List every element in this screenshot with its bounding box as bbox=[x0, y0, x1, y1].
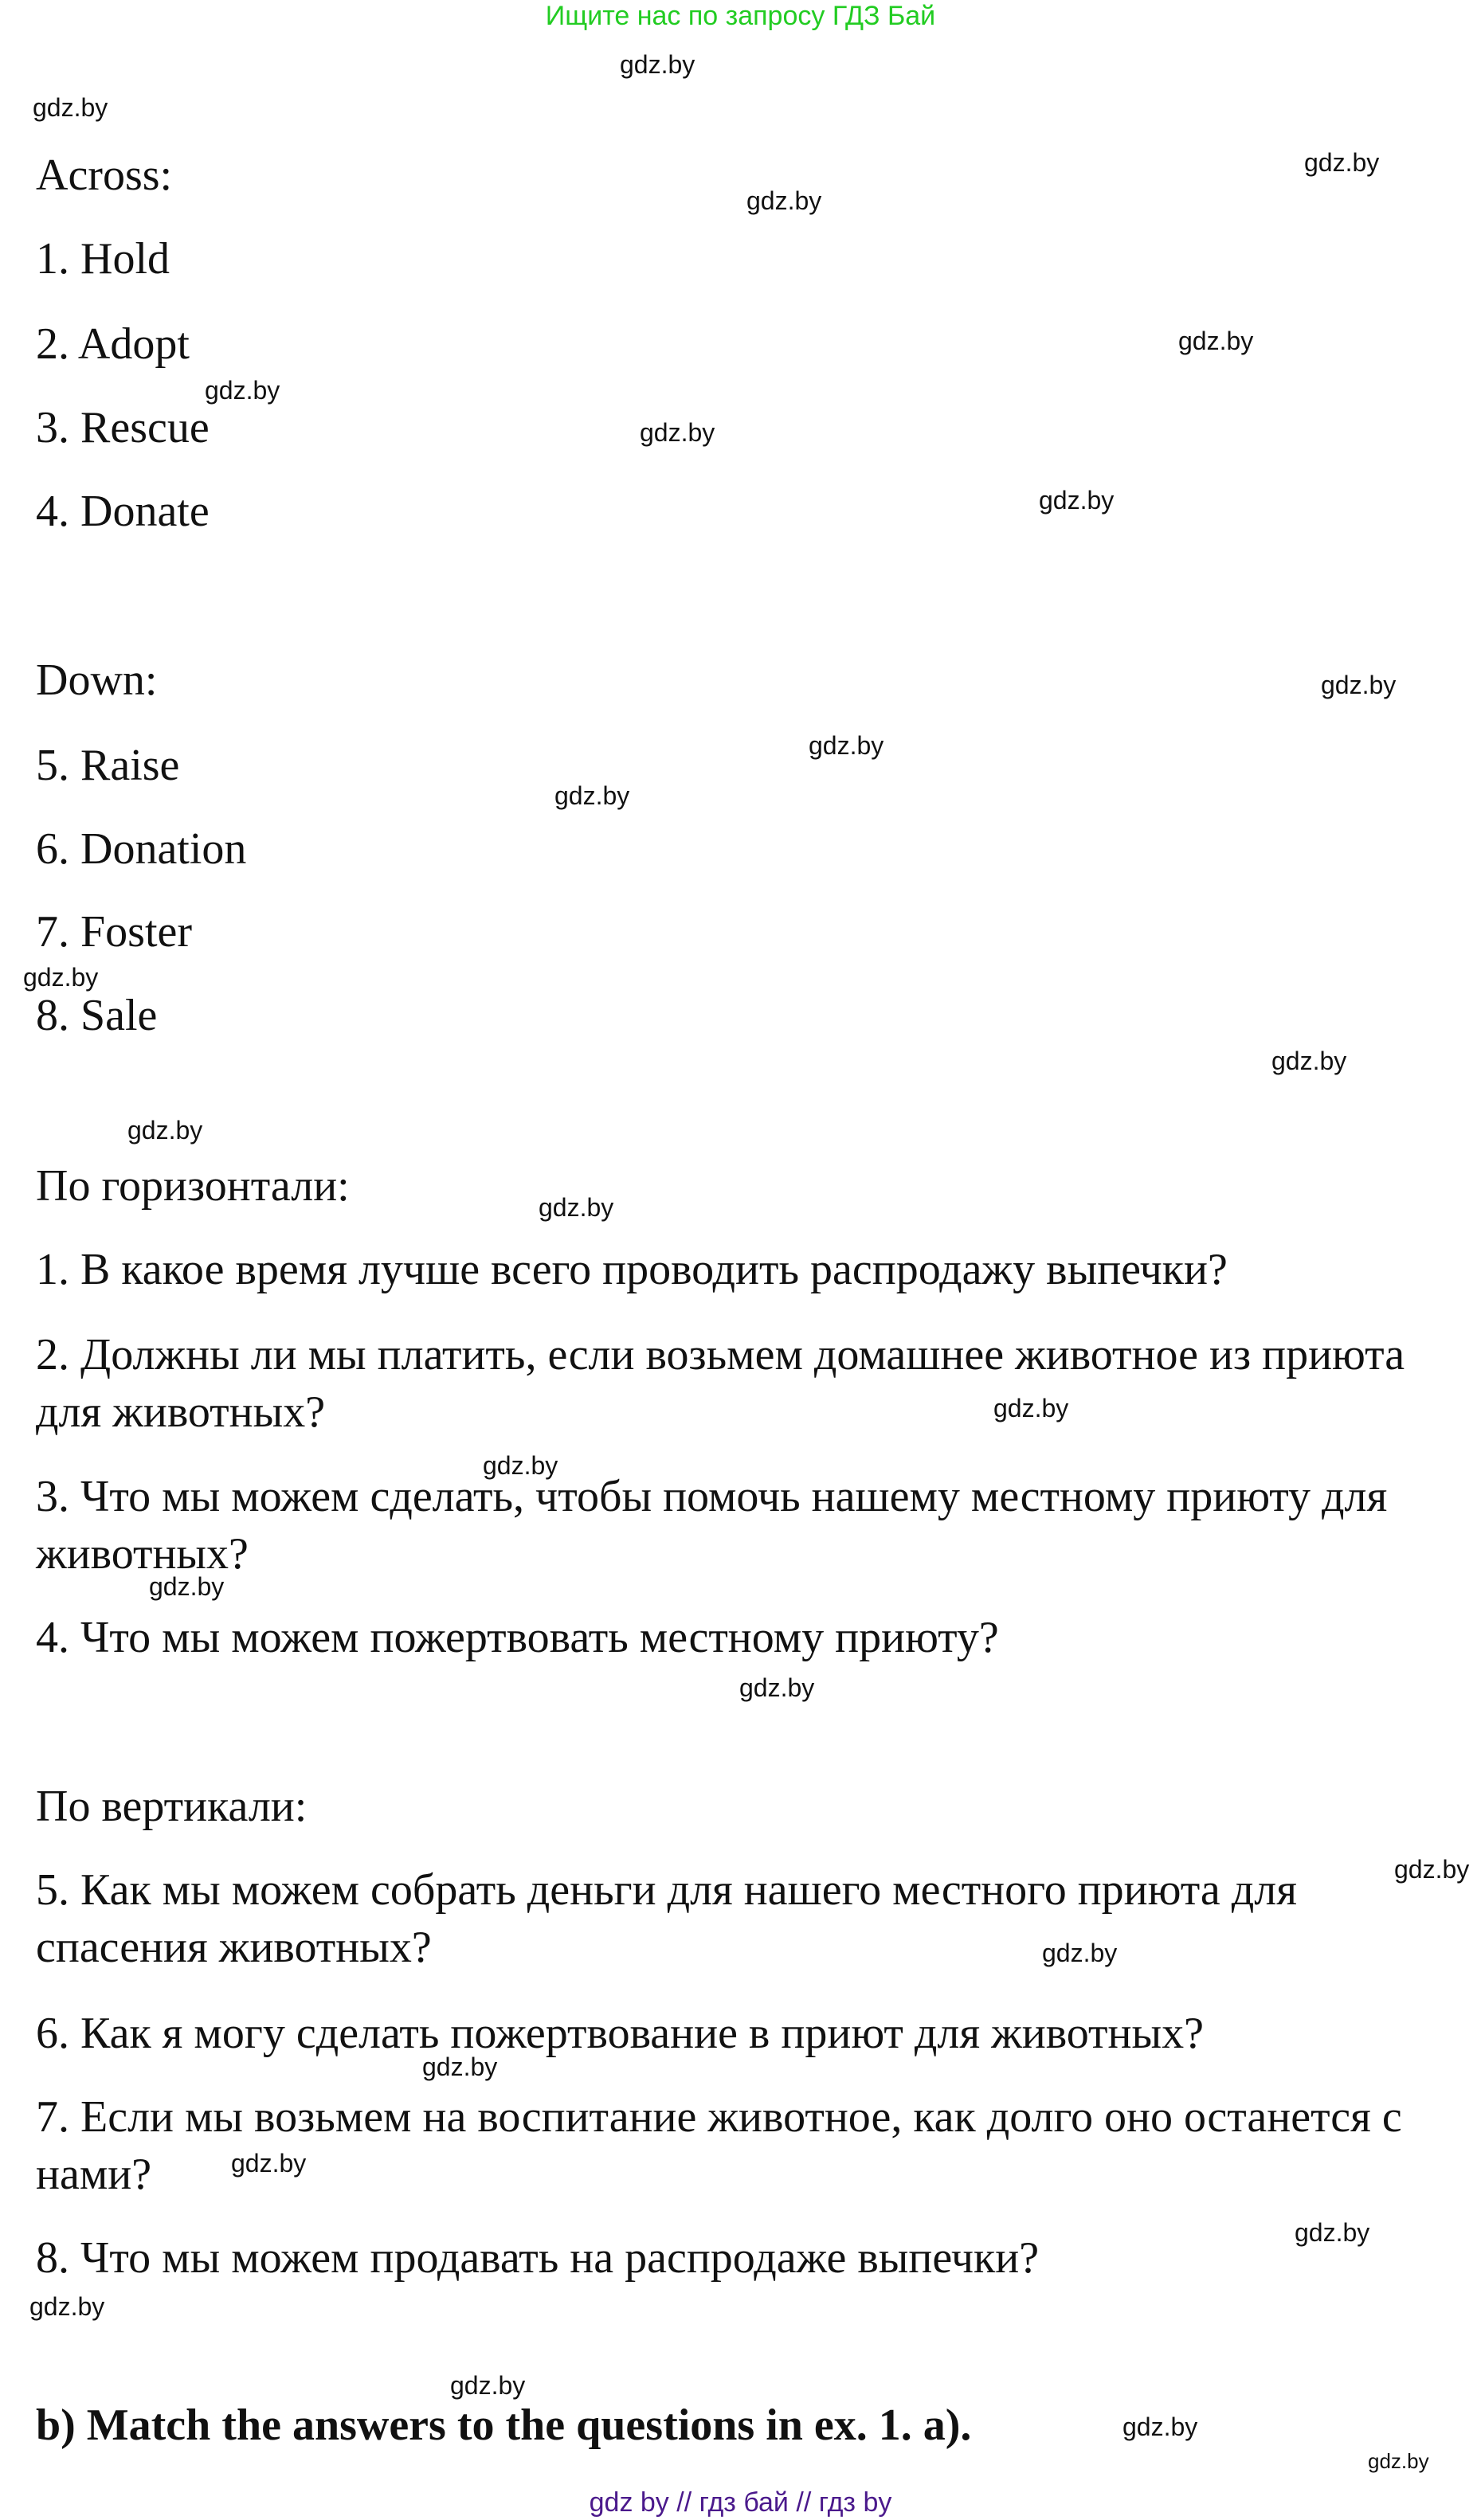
watermark: gdz.by bbox=[640, 418, 715, 447]
watermark: gdz.by bbox=[29, 2292, 105, 2321]
watermark: gdz.by bbox=[483, 1451, 558, 1480]
vertical-heading: По вертикали: bbox=[36, 1782, 308, 1831]
watermark: gdz.by bbox=[809, 731, 884, 760]
horizontal-question: 1. В какое время лучше всего проводить распродажу выпечки? bbox=[36, 1245, 1228, 1294]
down-item: 5. Raise bbox=[36, 741, 180, 790]
watermark: gdz.by bbox=[205, 376, 280, 405]
watermark: gdz.by bbox=[1295, 2218, 1370, 2247]
vertical-question: 7. Если мы возьмем на воспитание животное, как долго оно останется с нами? bbox=[36, 2092, 1402, 2199]
down-item: 8. Sale bbox=[36, 991, 158, 1040]
watermark: gdz.by bbox=[422, 2052, 498, 2081]
watermark: gdz.by bbox=[554, 781, 630, 810]
horizontal-question: 4. Что мы можем пожертвовать местному приюту? bbox=[36, 1613, 999, 1662]
watermark: gdz.by bbox=[1368, 2449, 1429, 2473]
footer-links[interactable]: gdz by // гдз бай // гдз by bbox=[589, 2487, 892, 2518]
horizontal-question: 2. Должны ли мы платить, если возьмем домашнее животное из приюта для животных? bbox=[36, 1330, 1405, 1437]
watermark: gdz.by bbox=[1039, 486, 1115, 515]
horizontal-question: 3. Что мы можем сделать, чтобы помочь нашему местному приюту для животных? bbox=[36, 1472, 1388, 1579]
watermark: gdz.by bbox=[231, 2149, 307, 2178]
search-banner[interactable]: Ищите нас по запросу ГДЗ Бай bbox=[545, 1, 936, 31]
vertical-question: 5. Как мы можем собрать деньги для нашего местного приюта для спасения животных? bbox=[36, 1865, 1297, 1972]
watermark: gdz.by bbox=[149, 1572, 225, 1601]
watermark: gdz.by bbox=[450, 2371, 526, 2400]
watermark: gdz.by bbox=[1321, 671, 1397, 699]
across-heading: Across: bbox=[36, 151, 173, 200]
watermark: gdz.by bbox=[739, 1673, 815, 1702]
watermark: gdz.by bbox=[1123, 2412, 1198, 2441]
watermark: gdz.by bbox=[127, 1116, 203, 1145]
watermark: gdz.by bbox=[746, 186, 822, 215]
watermark: gdz.by bbox=[620, 50, 695, 79]
vertical-question: 6. Как я могу сделать пожертвование в приют для животных? bbox=[36, 2009, 1204, 2058]
task-b-heading: b) Match the answers to the questions in ex. 1. a). bbox=[36, 2401, 972, 2450]
watermark: gdz.by bbox=[1394, 1855, 1470, 1884]
watermark: gdz.by bbox=[1271, 1047, 1347, 1075]
horizontal-heading: По горизонтали: bbox=[36, 1161, 350, 1211]
down-item: 7. Foster bbox=[36, 907, 192, 957]
across-item: 1. Hold bbox=[36, 234, 170, 284]
across-item: 3. Rescue bbox=[36, 403, 210, 452]
watermark: gdz.by bbox=[993, 1394, 1069, 1422]
watermark: gdz.by bbox=[1304, 148, 1380, 177]
watermark: gdz.by bbox=[23, 963, 99, 992]
across-item: 2. Adopt bbox=[36, 319, 190, 369]
watermark: gdz.by bbox=[33, 93, 108, 122]
vertical-question: 8. Что мы можем продавать на распродаже выпечки? bbox=[36, 2233, 1040, 2283]
watermark: gdz.by bbox=[1178, 327, 1254, 355]
down-item: 6. Donation bbox=[36, 824, 247, 874]
watermark: gdz.by bbox=[539, 1193, 614, 1222]
watermark: gdz.by bbox=[1042, 1939, 1118, 1967]
down-heading: Down: bbox=[36, 655, 158, 705]
across-item: 4. Donate bbox=[36, 487, 210, 536]
